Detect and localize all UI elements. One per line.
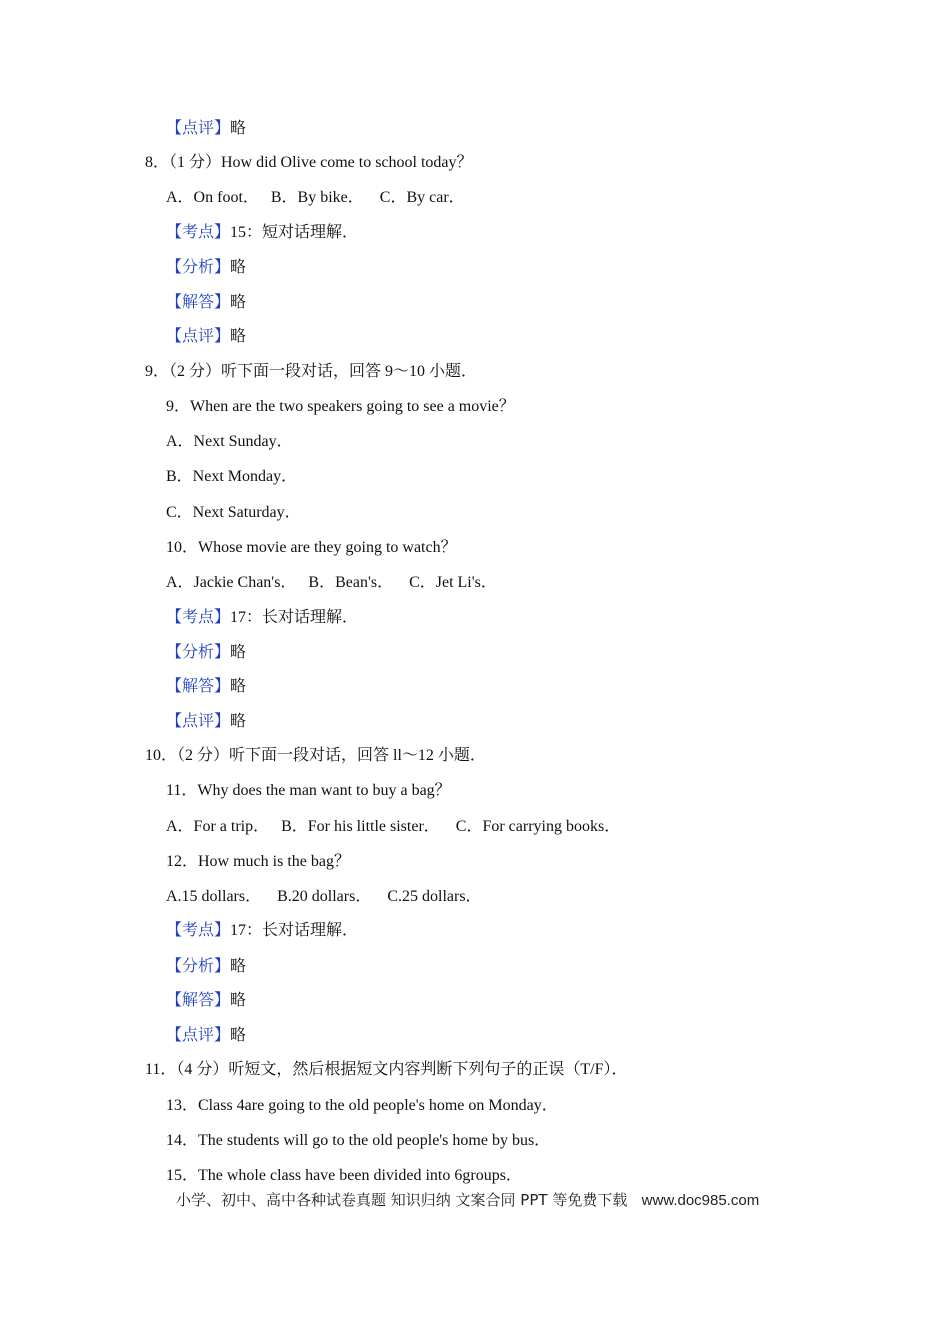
line-text: 17：长对话理解．: [230, 609, 359, 626]
document-line: [166, 397, 515, 417]
footer-url[interactable]: www.doc985.com: [641, 1192, 760, 1209]
section-tag: 【考点】: [166, 922, 231, 939]
document-line: [166, 1096, 558, 1116]
section-tag: 【分析】: [166, 259, 231, 276]
line-text: 15．The whole class have been divided into 6groups．: [166, 1167, 522, 1184]
line-text: 略: [230, 120, 247, 137]
section-tag: 【分析】: [166, 644, 231, 661]
document-line: [145, 1060, 628, 1080]
line-text: A．On foot． B．By bike． C．By car．: [166, 189, 465, 206]
document-line: [166, 643, 246, 663]
section-tag: 【点评】: [166, 713, 231, 730]
line-text: A．Jackie Chan's． B．Bean's． C．Jet Li's．: [166, 574, 497, 591]
line-text: 14．The students will go to the old people's home by bus．: [166, 1132, 551, 1149]
line-text: 17：长对话理解．: [230, 922, 359, 939]
line-text: A.15 dollars． B.20 dollars． C.25 dollars．: [166, 888, 482, 905]
section-tag: 【分析】: [166, 958, 231, 975]
document-line: [166, 188, 465, 208]
section-tag: 【考点】: [166, 224, 231, 241]
document-line: [166, 432, 293, 452]
line-text: 略: [230, 1027, 247, 1044]
document-line: [145, 153, 473, 173]
line-text: 略: [230, 259, 247, 276]
document-line: [166, 921, 358, 941]
line-text: A．For a trip． B．For his little sister． C．For carrying books．: [166, 818, 621, 835]
line-text: A．Next Sunday．: [166, 433, 293, 450]
document-line: [166, 467, 297, 487]
footer-text: 小学、初中、高中各种试卷真题 知识归纳 文案合同 PPT 等免费下载: [176, 1191, 628, 1209]
document-line: [166, 1026, 246, 1046]
document-line: [166, 503, 301, 523]
document-line: [166, 119, 246, 139]
line-text: B．Next Monday．: [166, 468, 298, 485]
document-line: [166, 817, 620, 837]
section-tag: 【点评】: [166, 120, 231, 137]
document-line: [166, 293, 246, 313]
document-line: [166, 991, 246, 1011]
line-text: 略: [230, 713, 247, 730]
document-line: [145, 362, 477, 382]
document-line: [166, 781, 451, 801]
document-line: [166, 223, 358, 243]
line-text: 略: [230, 294, 247, 311]
line-text: 15：短对话理解．: [230, 224, 359, 241]
document-line: [145, 746, 486, 766]
line-text: 9．（2 分）听下面一段对话，回答 9～10 小题．: [145, 363, 478, 380]
line-text: 10．（2 分）听下面一段对话，回答 ll～12 小题．: [145, 747, 486, 764]
document-line: [166, 608, 358, 628]
document-line: [166, 712, 246, 732]
document-line: [166, 852, 350, 872]
section-tag: 【考点】: [166, 609, 231, 626]
line-text: 略: [230, 678, 247, 695]
document-line: [166, 1166, 522, 1186]
line-text: 12．How much is the bag？: [166, 853, 350, 870]
section-tag: 【解答】: [166, 678, 231, 695]
line-text: C．Next Saturday．: [166, 504, 301, 521]
document-line: [166, 538, 457, 558]
section-tag: 【点评】: [166, 1027, 231, 1044]
line-text: 13．Class 4are going to the old people's home on Monday．: [166, 1097, 558, 1114]
document-line: [166, 573, 497, 593]
line-text: 略: [230, 328, 247, 345]
document-line: [166, 957, 246, 977]
line-text: 11．（4 分）听短文，然后根据短文内容判断下列句子的正误（T/F）．: [145, 1061, 628, 1078]
document-line: [166, 258, 246, 278]
line-text: 11．Why does the man want to buy a bag？: [166, 782, 451, 799]
line-text: 10．Whose movie are they going to watch？: [166, 539, 457, 556]
line-text: 略: [230, 644, 247, 661]
section-tag: 【解答】: [166, 294, 231, 311]
line-text: 8．（1 分）How did Olive come to school today？: [145, 154, 473, 171]
document-line: [166, 1131, 550, 1151]
section-tag: 【点评】: [166, 328, 231, 345]
document-line: [166, 327, 246, 347]
line-text: 略: [230, 992, 247, 1009]
document-line: [166, 887, 482, 907]
document-line: [166, 677, 246, 697]
line-text: 9．When are the two speakers going to see a movie？: [166, 398, 515, 415]
page-footer: [176, 1190, 759, 1211]
section-tag: 【解答】: [166, 992, 231, 1009]
line-text: 略: [230, 958, 247, 975]
